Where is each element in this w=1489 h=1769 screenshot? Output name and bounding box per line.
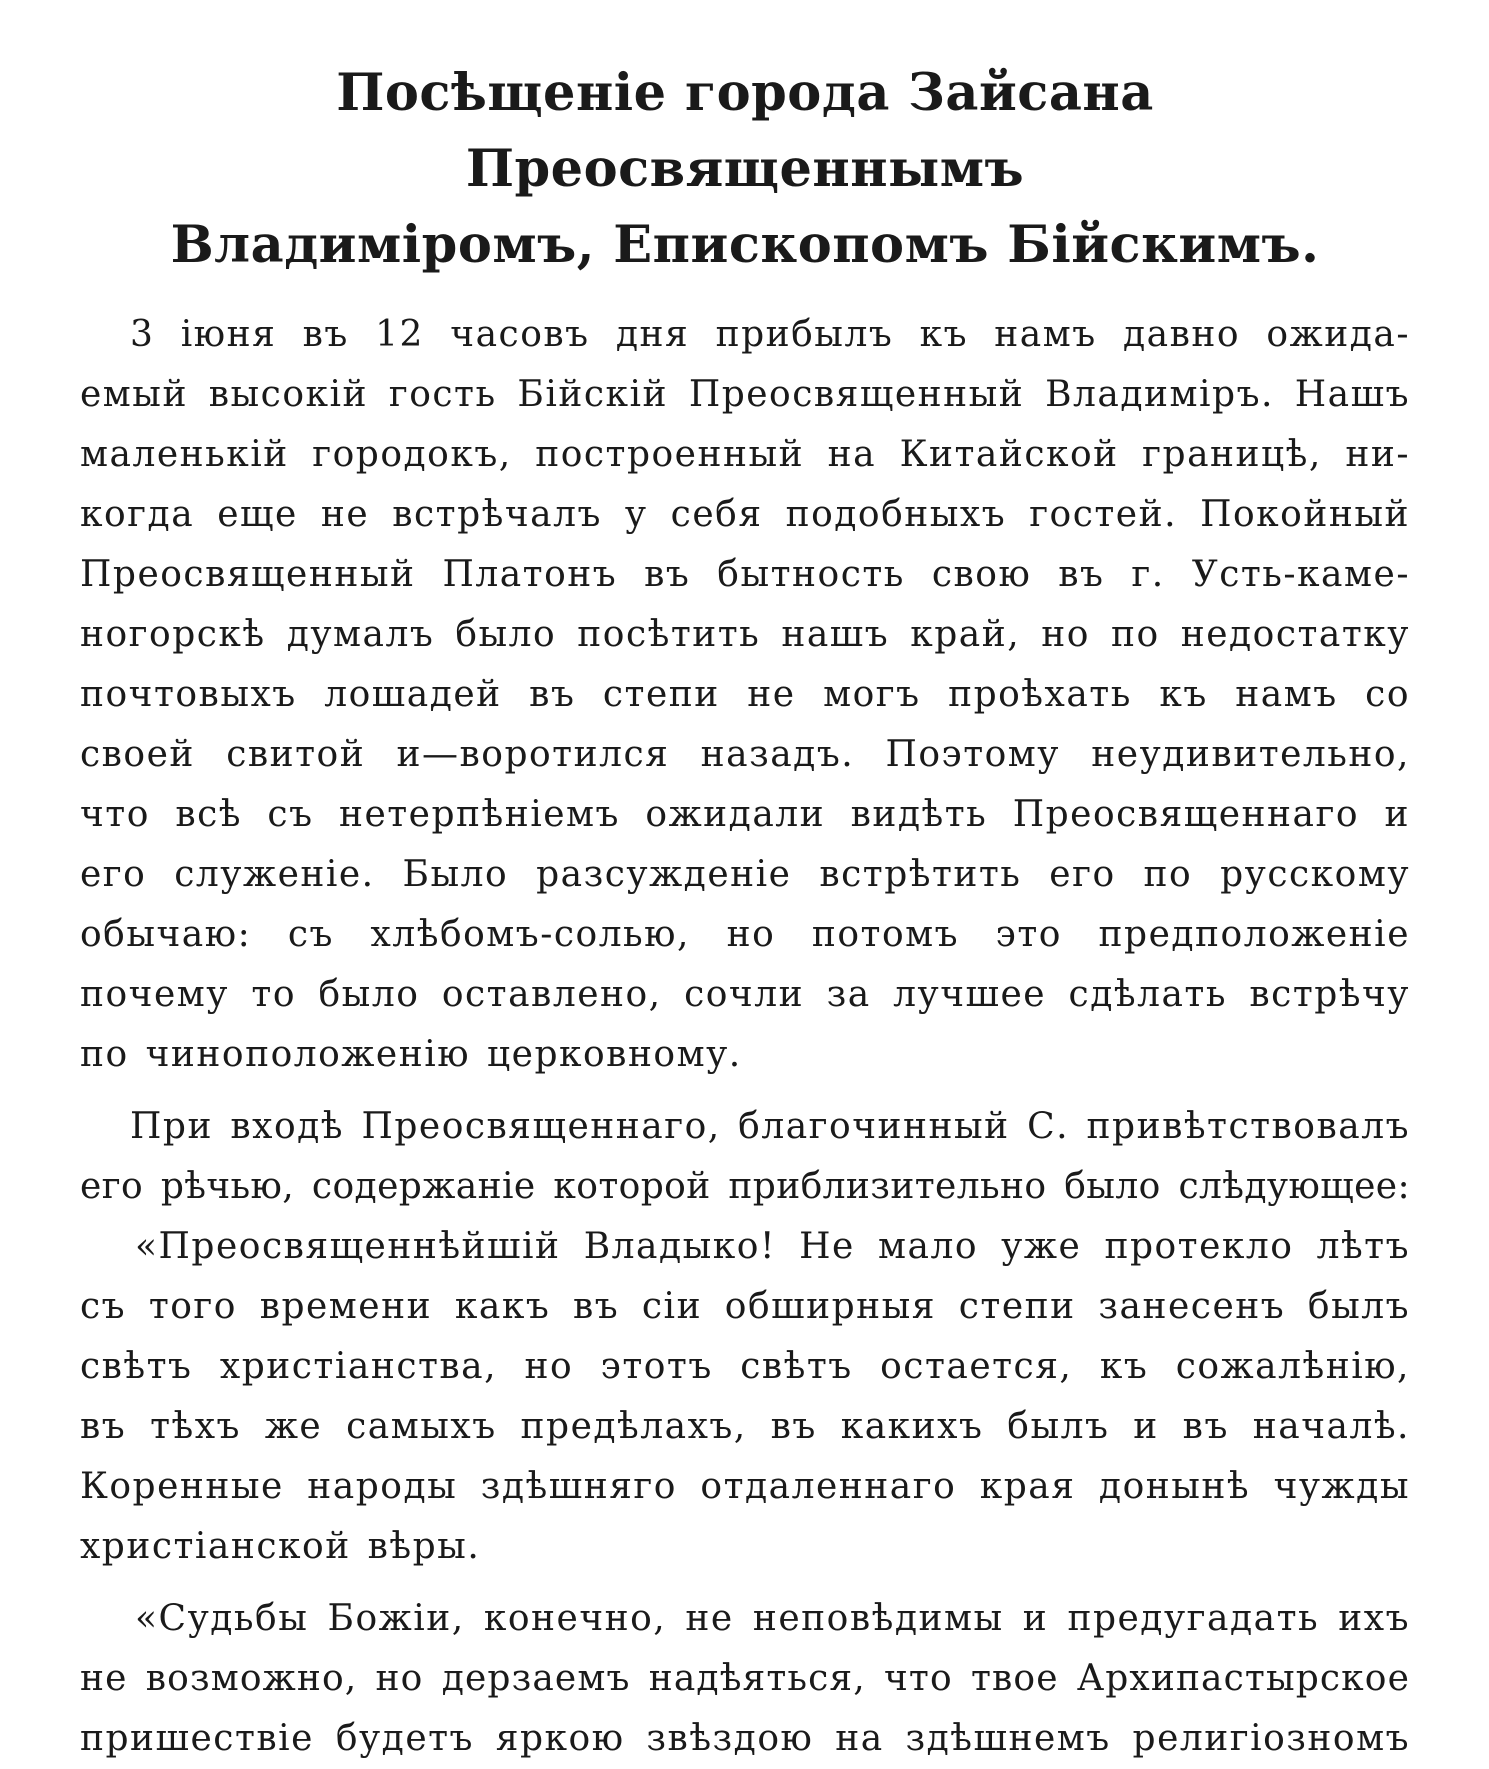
text-line: почему то было оставлено, сочли за лучшее сдѣлать встрѣчу [80, 974, 1410, 1015]
text-line: При входѣ Преосвященнаго, благочинный С. привѣтствовалъ [130, 1106, 1410, 1147]
text-line: его рѣчью, содержаніе которой приблизительно было слѣдующее: [80, 1166, 1410, 1207]
text-line: Коренные народы здѣшняго отдаленнаго края донынѣ чужды [80, 1466, 1410, 1507]
text-line: маленькій городокъ, построенный на Китайской границѣ, ни- [80, 434, 1410, 475]
title-line-2: Владиміромъ, Епископомъ Бійскимъ. [170, 215, 1320, 275]
text-line: его служеніе. Было разсужденіе встрѣтить его по русскому [80, 854, 1410, 895]
paragraph [80, 305, 1410, 1085]
article-body [80, 305, 1410, 1769]
paragraph [80, 1217, 1410, 1577]
text-line: свѣтъ христіанства, но этотъ свѣтъ остается, къ сожалѣнію, [80, 1346, 1410, 1387]
text-line: христіанской вѣры. [80, 1526, 481, 1567]
text-line: Преосвященный Платонъ въ бытность свою въ г. Усть-каме- [80, 554, 1410, 595]
text-line: своей свитой и—воротился назадъ. Поэтому неудивительно, [80, 734, 1410, 775]
text-line: въ тѣхъ же самыхъ предѣлахъ, въ какихъ былъ и въ началѣ. [80, 1406, 1410, 1447]
document-page [80, 55, 1410, 1769]
text-line: «Судьбы Божіи, конечно, не неповѣдимы и предугадать ихъ [135, 1598, 1410, 1639]
text-line: съ того времени какъ въ сіи обширныя степи занесенъ былъ [80, 1286, 1410, 1327]
text-line: почтовыхъ лошадей въ степи не могъ проѣхать къ намъ со [80, 674, 1410, 715]
article-title [80, 55, 1410, 283]
text-line: пришествіе будетъ яркою звѣздою на здѣшнемъ религіозномъ [80, 1718, 1410, 1759]
text-line: когда еще не встрѣчалъ у себя подобныхъ гостей. Покойный [80, 494, 1410, 535]
text-line: «Преосвященнѣйшій Владыко! Не мало уже протекло лѣтъ [135, 1226, 1410, 1267]
text-line: обычаю: съ хлѣбомъ-солью, но потомъ это предположеніе [80, 914, 1410, 955]
paragraph [80, 1097, 1410, 1217]
text-line: что всѣ съ нетерпѣніемъ ожидали видѣть Преосвященнаго и [80, 794, 1410, 835]
text-line: по чиноположенію церковному. [80, 1034, 742, 1075]
text-line: 3 іюня въ 12 часовъ дня прибылъ къ намъ давно ожида- [130, 314, 1410, 355]
title-line-1: Посѣщеніе города Зайсана Преосвященнымъ [336, 63, 1154, 199]
text-line: емый высокій гость Бійскій Преосвященный Владиміръ. Нашъ [80, 374, 1410, 415]
text-line: ногорскѣ думалъ было посѣтить нашъ край, но по недостатку [80, 614, 1410, 655]
paragraph [80, 1589, 1410, 1769]
text-line: не возможно, но дерзаемъ надѣяться, что твое Архипастырское [80, 1658, 1410, 1699]
